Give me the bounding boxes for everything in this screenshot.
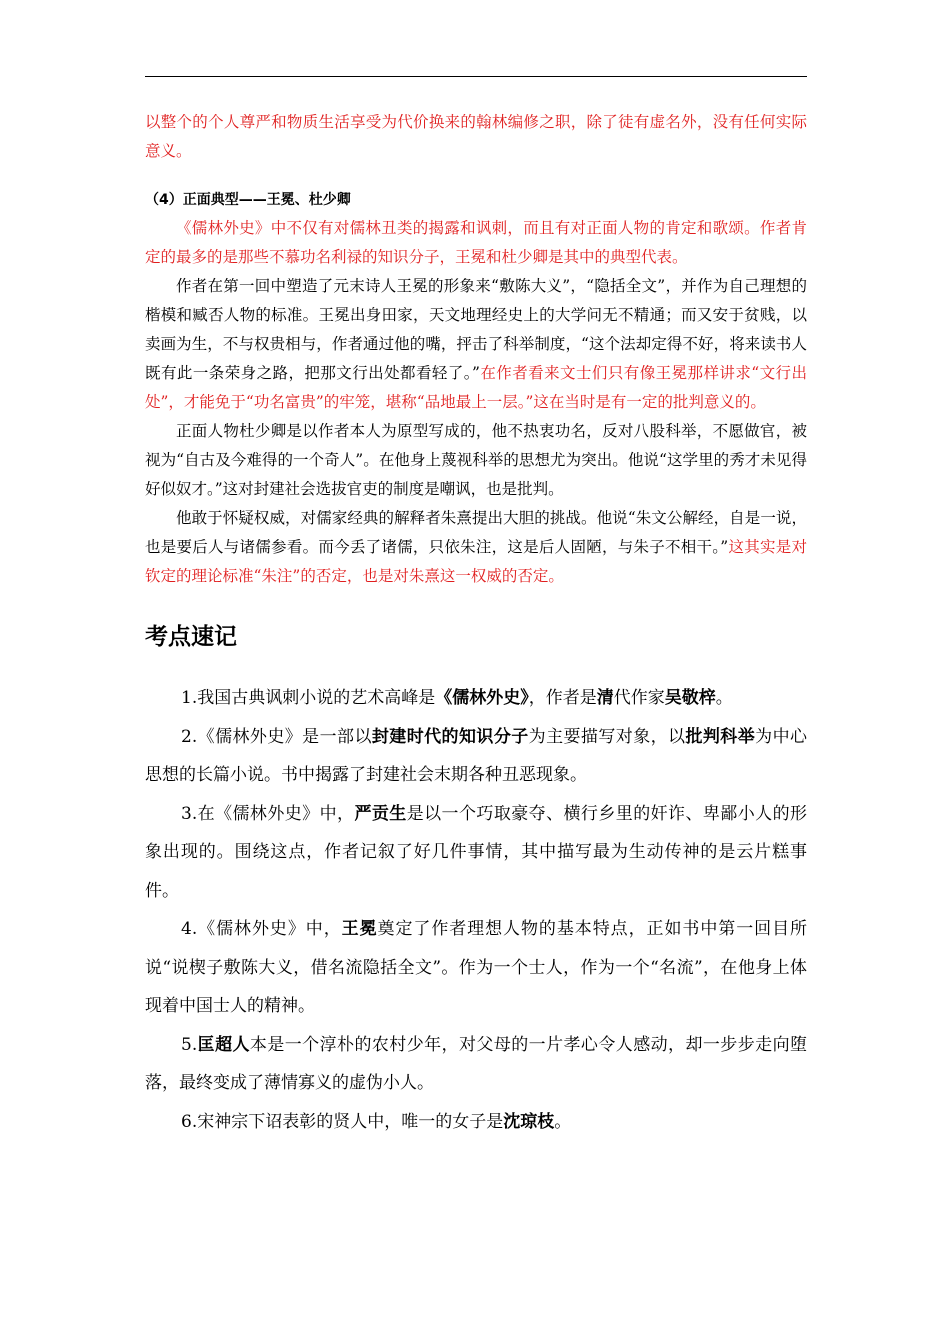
section-paragraph-1: 《儒林外史》中不仅有对儒林丑类的揭露和讽刺，而且有对正面人物的肯定和歌颂。作者肯定的最多的是那些不慕功名利禄的知识分子，王冕和杜少卿是其中的典型代表。 bbox=[145, 219, 807, 266]
section-paragraph-2 bbox=[145, 272, 807, 417]
summary-item-4: 4.《儒林外史》中，王冕奠定了作者理想人物的基本特点，正如书中第一回目所说“说楔子敷陈大义，借名流隐括全文”。作为一个士人，作为一个“名流”，在他身上体现着中国士人的精神。 bbox=[145, 919, 808, 1016]
paragraph-text: 作者在第一回中塑造了元末诗人王冕的形象来“敷陈大义”，“隐括全文”，并作为自己理想的楷模和臧否人物的标准。王冕出身田家，天文地理经史上的大学问无不精通；而又安于贫贱，以卖画为生，不与权贵相与，作者通过他的嘴，抨击了科举制度，“这个法却定得不好，将来读书人既有此一条荣身之路，把那文行出处都看轻了。” bbox=[145, 277, 807, 382]
summary-item-2: 2.《儒林外史》是一部以封建时代的知识分子为主要描写对象，以批判科举为中心思想的长篇小说。书中揭露了封建社会末期各种丑恶现象。 bbox=[145, 726, 807, 785]
summary-item-6: 6.宋神宗下诏表彰的贤人中，唯一的女子是沈琼枝。 bbox=[181, 1111, 572, 1132]
summary-title: 考点速记 bbox=[145, 624, 237, 650]
paragraph-text: 他敢于怀疑权威，对儒家经典的解释者朱熹提出大胆的挑战。他说“朱文公解经，自是一说，也是要后人与诸儒参看。而今丢了诸儒，只依朱注，这是后人固陋，与朱子不相干。” bbox=[145, 509, 807, 556]
section-paragraph-4 bbox=[145, 504, 807, 591]
intro-paragraph: 以整个的个人尊严和物质生活享受为代价换来的翰林编修之职，除了徒有虚名外，没有任何实际意义。 bbox=[145, 113, 807, 160]
paragraph-highlight: 在作者看来文士们只有像王冕那样讲求“文行出处”，才能免于“功名富贵”的牢笼，堪称“品地最上一层。”这在当时是有一定的批判意义的。 bbox=[145, 364, 807, 411]
document-body bbox=[145, 108, 807, 1141]
header-rule bbox=[145, 76, 807, 77]
summary-item-1: 1.我国古典讽刺小说的艺术高峰是《儒林外史》，作者是清代作家吴敬梓。 bbox=[181, 688, 733, 708]
summary-item-5: 5.匡超人本是一个淳朴的农村少年，对父母的一片孝心令人感动，却一步步走向堕落，最终变成了薄情寡义的虚伪小人。 bbox=[145, 1034, 807, 1093]
paragraph-highlight: 这其实是对钦定的理论标准“朱注”的否定，也是对朱熹这一权威的否定。 bbox=[145, 538, 807, 585]
section-paragraph-3: 正面人物杜少卿是以作者本人为原型写成的，他不热衷功名，反对八股科举，不愿做官，被视为“自古及今难得的一个奇人”。在他身上蔑视科举的思想尤为突出。他说“这学里的秀才未见得好似奴才。”这对封建社会选拔官吏的制度是嘲讽，也是批判。 bbox=[145, 422, 807, 498]
section-heading: （4）正面典型——王冕、杜少卿 bbox=[145, 192, 351, 208]
summary-item-3: 3.在《儒林外史》中，严贡生是以一个巧取豪夺、横行乡里的奸诈、卑鄙小人的形象出现的。围绕这点，作者记叙了好几件事情，其中描写最为生动传神的是云片糕事件。 bbox=[145, 803, 807, 901]
